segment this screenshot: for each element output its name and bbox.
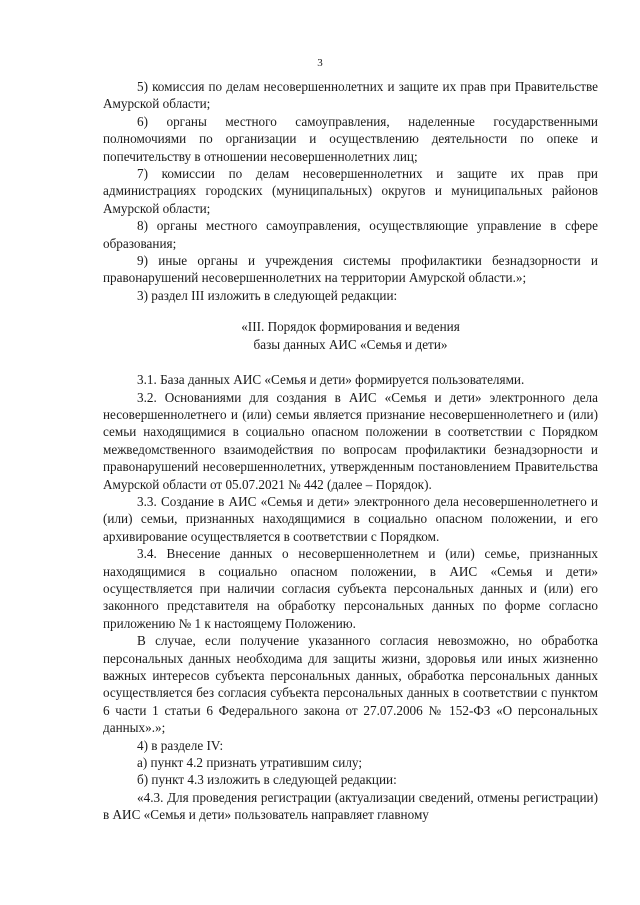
clause-4-3: «4.3. Для проведения регистрации (актуализации сведений, отмены регистрации) в АИС «Семья и дети» пользователь направляет главному [103, 789, 598, 823]
amendment-item-4b: б) пункт 4.3 изложить в следующей редакции: [137, 772, 397, 788]
document-body [103, 78, 598, 824]
page-number: 3 [317, 57, 323, 69]
clause-3-4-exception: В случае, если получение указанного согласия невозможно, но обработка персональных данных необходима для защиты жизни, здоровья или иных жизненно важных интересов субъекта персональных данных, обработка персональных данных осуществляется без согласия субъекта персональных данных в соответствии с пунктом 6 части 1 статьи 6 Федерального закона от 27.07.2006 № 152-ФЗ «О персональных данных».»; [103, 633, 598, 736]
clause-3-2: 3.2. Основаниями для создания в АИС «Семья и дети» электронного дела несовершеннолетнего и (или) семьи является признание несовершеннолетнего и (или) семьи находящимися в социально опасном положении в соответствии с Порядком межведомственного взаимодействия по вопросам профилактики безнадзорности и правонарушений несовершеннолетних, утвержденным постановлением Правительства Амурской области от 05.07.2021 № 442 (далее – Порядок). [103, 389, 598, 492]
amendment-item-4a: а) пункт 4.2 признать утратившим силу; [137, 755, 362, 771]
section-heading [103, 318, 598, 353]
clause-3-4: 3.4. Внесение данных о несовершеннолетнем и (или) семье, признанных находящимися в социально опасном положении, в АИС «Семья и дети» осуществляется при наличии согласия субъекта персональных данных и (или) его законного представителя на обработку персональных данных по форме согласно приложению № 1 к настоящему Положению. [103, 546, 598, 631]
list-item-9: 9) иные органы и учреждения системы профилактики безнадзорности и правонарушений несовершеннолетних на территории Амурской области.»; [103, 253, 598, 286]
amendment-item-4: 4) в разделе IV: [137, 737, 224, 753]
clause-3-1: 3.1. База данных АИС «Семья и дети» формируется пользователями. [137, 372, 525, 388]
list-item-8: 8) органы местного самоуправления, осуществляющие управление в сфере образования; [103, 218, 598, 251]
section-heading-line2: базы данных АИС «Семья и дети» [253, 336, 448, 352]
amendment-item-3: 3) раздел III изложить в следующей редакции: [137, 287, 398, 303]
list-item-7: 7) комиссии по делам несовершеннолетних и защите их прав при администрациях городских (муниципальных) округов и муниципальных районов Амурской области; [103, 166, 598, 216]
list-item-5: 5) комиссия по делам несовершеннолетних и защите их прав при Правительстве Амурской области; [103, 79, 598, 112]
section-heading-line1: «III. Порядок формирования и ведения [241, 319, 460, 335]
list-item-6: 6) органы местного самоуправления, наделенные государственными полномочиями по организации и осуществлению деятельности по опеке и попечительству в отношении несовершеннолетних лиц; [103, 113, 598, 164]
clause-3-3: 3.3. Создание в АИС «Семья и дети» электронного дела несовершеннолетнего и (или) семьи, признанных находящимися в социально опасном положении, и его архивирование осуществляется в соответствии с Порядком. [103, 493, 598, 544]
